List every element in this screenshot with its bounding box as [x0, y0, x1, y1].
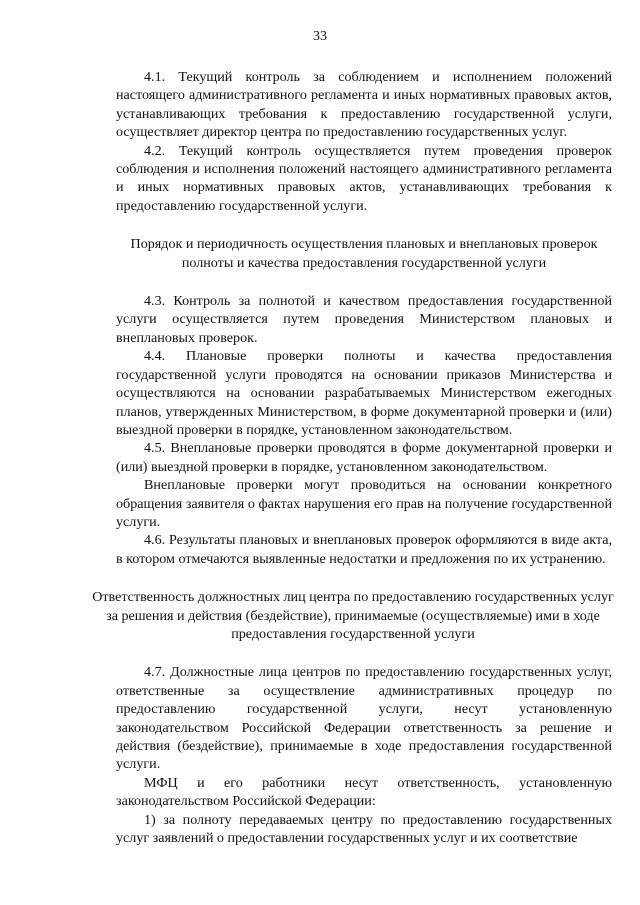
paragraph-4-5-unscheduled: Внеплановые проверки могут проводиться на основании конкретного обращения заявителя о фактах нарушения его прав на получение государственной услуги.	[116, 477, 612, 530]
document-body	[92, 68, 614, 847]
paragraph-4-1: 4.1. Текущий контроль за соблюдением и исполнением положений настоящего административного регламента и иных нормативных правовых актов, устанавливающих требования к предоставлению государственной услуги, осуществляет директор центра по предоставлению государственных услуг.	[116, 69, 612, 141]
paragraph-4-2: 4.2. Текущий контроль осуществляется путем проведения проверок соблюдения и исполнения положений настоящего административного регламента и иных нормативных правовых актов, устанавливающих требования к предоставлению государственной услуги.	[116, 142, 612, 214]
paragraph-mfc: МФЦ и его работники несут ответственность, установленную законодательством Российской Федерации:	[116, 774, 612, 810]
paragraph-item-1: 1) за полноту передаваемых центру по предоставлению государственных услуг заявлений о предоставлении государственных услуг и их соответствие	[116, 811, 612, 847]
page-number: 33	[313, 29, 327, 44]
paragraph-4-3: 4.3. Контроль за полнотой и качеством предоставления государственной услуги осуществляется путем проведения Министерством плановых и внеплановых проверок.	[116, 293, 612, 346]
section-heading-inspections: Порядок и периодичность осуществления плановых и внеплановых проверок полноты и качества предоставления государственной услуги	[130, 236, 598, 271]
paragraph-4-5: 4.5. Внеплановые проверки проводятся в форме документарной проверки и (или) выездной проверки в порядке, установленном законодательством.	[116, 440, 612, 475]
section-heading-responsibility: Ответственность должностных лиц центра по предоставлению государственных услуг за решения и действия (бездействие), принимаемые (осуществляемые) ими в ходе предоставления государственной услуги	[92, 589, 614, 642]
paragraph-4-4: 4.4. Плановые проверки полноты и качества предоставления государственной услуги проводятся на основании приказов Министерства и осуществляются на основании разрабатываемых Министерством ежегодных планов, утвержденных Министерством, в форме документарной проверки и (или) выездной проверки в порядке, установленном законодательством.	[116, 348, 612, 438]
paragraph-4-7: 4.7. Должностные лица центров по предоставлению государственных услуг, ответственные за осуществление административных процедур по предоставлению государственной услуги, несут установленную законодательством Российской Федерации ответственность за решение и действия (бездействие), принимаемые в ходе предоставления государственной услуги.	[116, 664, 612, 773]
paragraph-4-6: 4.6. Результаты плановых и внеплановых проверок оформляются в виде акта, в котором отмечаются выявленные недостатки и предложения по их устранению.	[116, 532, 612, 567]
